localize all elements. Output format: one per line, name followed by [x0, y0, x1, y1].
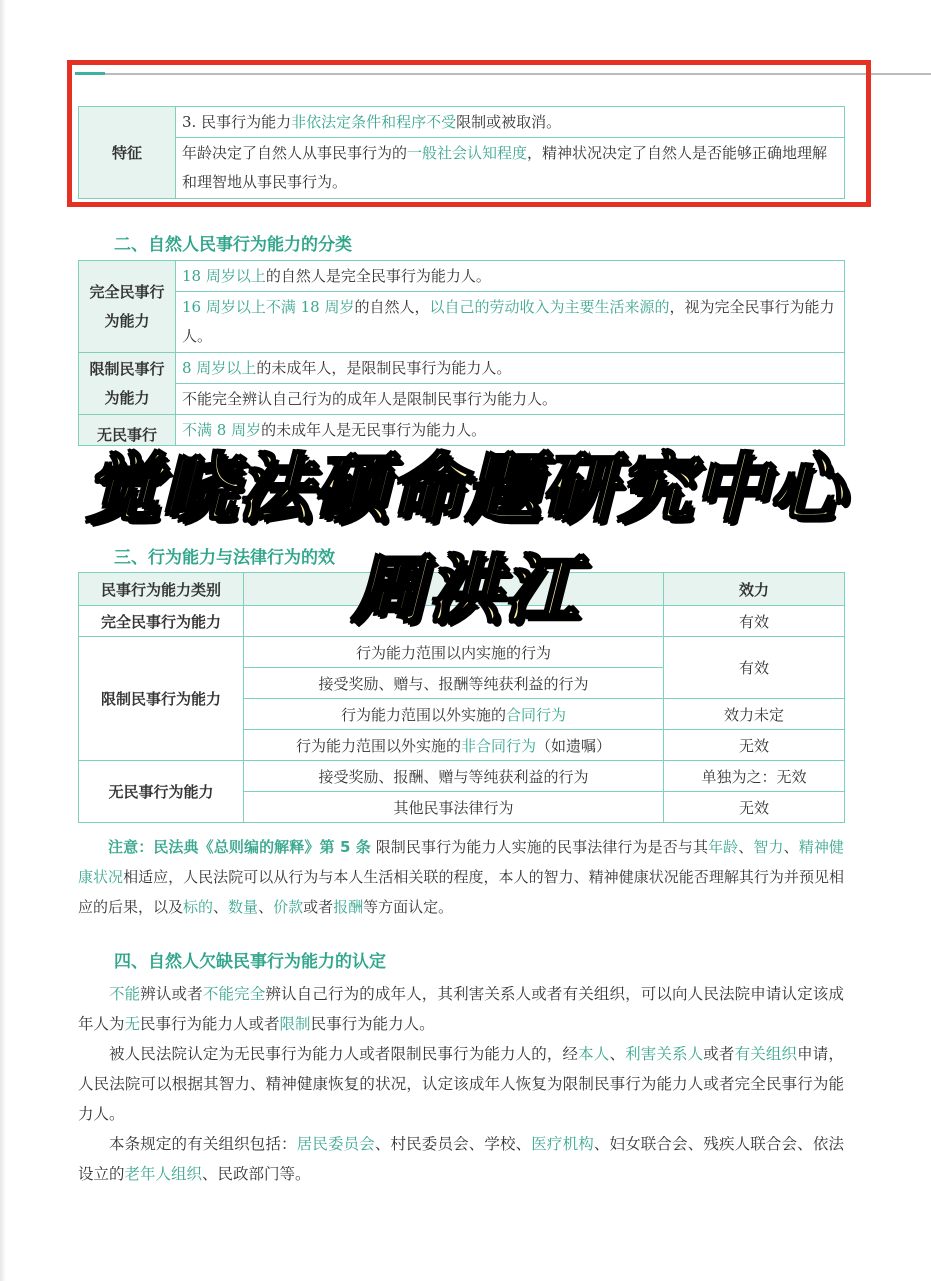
note-hl-reward: 报酬 — [333, 898, 364, 916]
feature-row-2-highlight: 一般社会认知程度 — [407, 144, 528, 162]
no-capacity-label: 无民事行为能力 — [79, 761, 244, 823]
s4p1-hl-g: 限制 — [279, 1015, 311, 1033]
full-row-2-text: ，视为完全民事行为能力人。 — [182, 298, 835, 345]
s4p2-text-c: 、 — [609, 1045, 626, 1063]
s4p1-hl-c: 不能完全 — [202, 985, 266, 1003]
s4p3-hl-d: 医疗机构 — [531, 1135, 594, 1153]
limited-behavior-4-prefix: 行为能力范围以外实施的 — [295, 736, 461, 755]
s4p2-text-e: 或者 — [703, 1045, 735, 1063]
note-text-3: 或者 — [303, 898, 334, 916]
s4p2-hl-b: 本人 — [578, 1045, 610, 1063]
limited-behavior-3-prefix: 行为能力范围以外实施的 — [340, 705, 506, 724]
s4p1-hl-e: 无 — [124, 1015, 141, 1033]
s4p3-hl-b: 居民委员会 — [296, 1135, 375, 1153]
limited-capacity-header: 限制民事行为能力 — [79, 353, 176, 415]
note-hl-quantity: 数量 — [228, 898, 259, 916]
limited-behavior-4-highlight: 非合同行为 — [460, 736, 536, 755]
s4p2-hl-d: 利害关系人 — [625, 1045, 704, 1063]
no-capacity-effect-2: 无效 — [664, 792, 845, 823]
limited-effect-3: 效力未定 — [664, 699, 845, 730]
note-paragraph — [78, 832, 844, 922]
full-row-2 — [176, 292, 845, 353]
limited-behavior-3-highlight: 合同行为 — [506, 705, 567, 724]
limited-behavior-1: 行为能力范围以内实施的行为 — [244, 637, 664, 668]
page-edge-shadow — [0, 0, 6, 1281]
note-hl-mental: 精神健康状况 — [78, 838, 844, 886]
note-sep-2: 、 — [783, 838, 799, 856]
note-text-1: 限制民事行为能力人实施的民事法律行为是否与其 — [370, 838, 709, 856]
feature-row-1-suffix: 限制或被取消。 — [456, 112, 562, 131]
limited-effect-4: 无效 — [664, 730, 845, 761]
section-3-title: 三、行为能力与法律行为的效 — [114, 548, 335, 568]
full-row-2-highlight-2: 以自己的劳动收入为主要生活来源的 — [429, 298, 670, 316]
section-2-title: 二、自然人民事行为能力的分类 — [114, 235, 352, 255]
s4p1-text-d: 辨认自己行为的成年人，其利害关系人或者有关组织，可以向人民法院申请认定该成年人为 — [78, 985, 844, 1033]
classification-table — [78, 260, 845, 446]
full-row-1-text: 的自然人是完全民事行为能力人。 — [265, 266, 491, 285]
limited-row-1-text: 的未成年人，是限制民事行为能力人。 — [256, 358, 512, 377]
no-capacity-behavior-1: 接受奖励、报酬、赠与等纯获利益的行为 — [244, 761, 664, 792]
note-sep-4: 、 — [258, 898, 274, 916]
s4p3-text-g: 、民政部门等。 — [202, 1165, 311, 1183]
full-row-2-highlight-1: 16 周岁以上不满 18 周岁 — [182, 298, 355, 316]
section-4-paragraph-3 — [78, 1129, 844, 1189]
feature-row-2-prefix: 年龄决定了自然人从事民事行为的 — [182, 144, 408, 162]
red-highlight-frame — [67, 60, 871, 207]
limited-behavior-4 — [244, 730, 664, 761]
s4p1-text-b: 辨认或者 — [140, 985, 203, 1003]
s4p3-hl-f: 老年人组织 — [124, 1165, 203, 1183]
full-capacity-effect: 有效 — [664, 606, 845, 637]
no-capacity-header: 无民事行 — [79, 415, 176, 446]
no-capacity-effect-1: 单独为之：无效 — [664, 761, 845, 792]
limited-row-1-highlight: 8 周岁以上 — [182, 358, 257, 377]
note-sep-1: 、 — [738, 838, 754, 856]
full-row-1-highlight: 18 周岁以上 — [182, 266, 266, 285]
feature-row-1-prefix: 3. 民事行为能力 — [182, 112, 292, 131]
note-text-4: 等方面认定。 — [363, 898, 454, 916]
full-capacity-label: 完全民事行为能力 — [79, 606, 244, 637]
no-capacity-behavior-2: 其他民事法律行为 — [244, 792, 664, 823]
feature-row-1-highlight: 非依法定条件和程序不受 — [291, 112, 457, 131]
s4p1-text-h: 民事行为能力人。 — [310, 1015, 435, 1033]
note-hl-age: 年龄 — [708, 838, 739, 856]
no-capacity-row-1 — [176, 415, 845, 446]
feature-row-2-suffix: ，精神状况决定了自然人是否能够正确地理解和理智地从事民事行为。 — [182, 144, 828, 191]
col-effect-header: 效力 — [664, 573, 845, 606]
limited-row-1 — [176, 353, 845, 384]
no-capacity-row-1-text: 的未成年人是无民事行为能力人。 — [261, 420, 487, 439]
note-hl-subject: 标的 — [183, 898, 214, 916]
note-label: 注意：民法典《总则编的解释》第 5 条 — [108, 838, 371, 856]
s4p1-hl-a: 不能 — [109, 985, 141, 1003]
s4p2-hl-f: 有关组织 — [734, 1045, 798, 1063]
col-type-header: 民事行为能力类别 — [79, 573, 244, 606]
full-row-1 — [176, 261, 845, 292]
feature-header: 特征 — [79, 107, 176, 199]
note-sep-3: 、 — [213, 898, 229, 916]
s4p2-text-a: 被人民法院认定为无民事行为能力人或者限制民事行为能力人的，经 — [109, 1045, 579, 1063]
limited-row-2: 不能完全辨认自己行为的成年人是限制民事行为能力人。 — [176, 384, 845, 415]
full-capacity-header: 完全民事行为能力 — [79, 261, 176, 353]
s4p3-text-a: 本条规定的有关组织包括： — [109, 1135, 297, 1153]
limited-behavior-2: 接受奖励、赠与、报酬等纯获利益的行为 — [244, 668, 664, 699]
no-capacity-row-1-highlight: 不满 8 周岁 — [182, 420, 262, 439]
watermark-line-1: 觉晓法硕命题研究中心 — [85, 446, 846, 532]
section-4-paragraph-2 — [78, 1039, 844, 1129]
s4p2-text-g: 申请，人民法院可以根据其智力、精神健康恢复的状况，认定该成年人恢复为限制民事行为能力人或者完全民事行为能力人。 — [78, 1045, 844, 1123]
note-hl-intellect: 智力 — [753, 838, 784, 856]
limited-effect-1-2: 有效 — [664, 637, 845, 699]
section-4-title: 四、自然人欠缺民事行为能力的认定 — [114, 952, 386, 972]
note-hl-price: 价款 — [273, 898, 304, 916]
limited-capacity-label: 限制民事行为能力 — [79, 637, 244, 761]
s4p3-text-c: 、村民委员会、学校、 — [374, 1135, 532, 1153]
section-4-paragraph-1 — [78, 979, 844, 1039]
full-row-2-mid: 的自然人， — [354, 298, 430, 316]
s4p3-text-e: 、妇女联合会、残疾人联合会、依法设立的 — [78, 1135, 844, 1183]
limited-behavior-4-suffix: （如遗嘱） — [536, 736, 612, 755]
s4p1-text-f: 民事行为能力人或者 — [140, 1015, 280, 1033]
limited-behavior-3 — [244, 699, 664, 730]
watermark-line-2: 周洪江 — [351, 547, 580, 633]
note-text-2: 相适应，人民法院可以从行为与本人生活相关联的程度，本人的智力、精神健康状况能否理解其行为并预见相应的后果，以及 — [78, 868, 844, 916]
